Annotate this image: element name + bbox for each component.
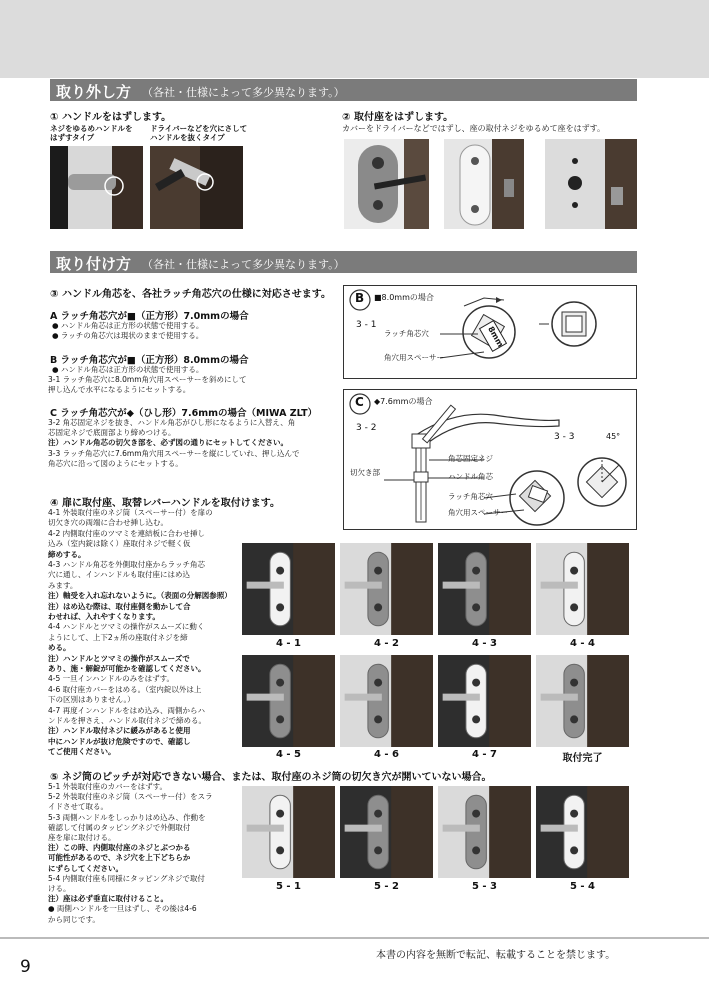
step3-C-title: C ラッチ角芯穴が◆（ひし形）7.6mmの場合（MIWA ZLT）	[50, 408, 318, 419]
diagram-C-letter: C	[355, 395, 364, 409]
step4-row1-caption: 4 - 3	[471, 638, 498, 649]
step4-line: 4-1 外装取付座のネジ筒（スペーサー付）を扉の	[48, 508, 213, 517]
step3-B-line3: 押し込んで水平になるようにセットする。	[48, 385, 191, 394]
step4-row2-photo	[438, 655, 531, 747]
step5-photo	[438, 786, 531, 878]
step4-row1-caption: 4 - 1	[275, 638, 302, 649]
step4-line: わせれば、入れやすくなります。	[48, 612, 160, 621]
removal-step2-desc: カバーをドライバーなどではずし、座の取付ネジをゆるめて座をはずす。	[342, 124, 605, 133]
photo-remove-handle-driver	[150, 146, 243, 229]
diagram-C-label-screw: 角芯固定ネジ	[448, 454, 493, 463]
diagram-B-label-latch: ラッチ角芯穴	[384, 329, 429, 338]
step5-line: 座を扉に取付ける。	[48, 833, 116, 842]
step4-row2-caption: 4 - 7	[471, 749, 498, 760]
diagram-C-title: ◆7.6mmの場合	[374, 397, 433, 406]
step4-line: 中にハンドルが抜け危険ですので、確認し	[48, 736, 191, 746]
diagram-C-label-cutout: 切欠き部	[350, 468, 380, 477]
step4-line: 注）ハンドル取付ネジに緩みがあると使用	[48, 726, 191, 736]
diagram-C-step2: 3 - 2	[356, 423, 377, 433]
step4-line: 注）はめ込む際は、取付座側を動かして合	[48, 601, 191, 611]
photo-remove-plate-screws	[444, 139, 524, 229]
step4-line: 注）ハンドルとツマミの操作がスムーズで	[48, 653, 190, 663]
diagram-B-spacer-text: 8mm	[486, 324, 506, 349]
photo-remove-handle-screw	[50, 146, 143, 229]
step4-line: あり、施・解錠が可能かを確認してください。	[48, 664, 206, 673]
step4-line: める。	[48, 643, 71, 653]
step4-row2-caption: 取付完了	[562, 753, 603, 764]
step5-line: 確認して付属のタッピングネジで外側取付	[48, 822, 191, 832]
removal-typeA-line2: はずすタイプ	[50, 133, 95, 142]
step4-row1-photo	[340, 543, 433, 635]
step5-line: 5-2 外装取付座のネジ筒（スペーサー付）をスラ	[48, 792, 213, 802]
step5-caption: 5 - 3	[471, 881, 498, 892]
step4-row1-photo	[242, 543, 335, 635]
diagram-B-step: 3 - 1	[356, 320, 377, 330]
step4-line: 4-3 ハンドル角芯を外側取付座からラッチ角芯	[48, 560, 205, 569]
install-subtitle: （各社・仕様によって多少異なります。）	[142, 258, 345, 271]
diagram-C	[343, 389, 637, 530]
header-band	[0, 0, 709, 78]
removal-typeB-line1: ドライバーなどを穴にさして	[150, 124, 248, 133]
step5-line: 注）この時、内側取付座のネジとぶつかる	[48, 843, 191, 853]
step3-B-line1: ● ハンドル角芯は正方形の状態で使用する。	[52, 365, 204, 374]
step4-line: 込み（室内錠は除く）座取付ネジで軽く仮	[48, 539, 191, 549]
step4-line: てご使用ください。	[48, 747, 116, 757]
step5-line: 注）座は必ず垂直に取付けること。	[48, 894, 168, 904]
step3-B-title: B ラッチ角芯穴が■（正方形）8.0mmの場合	[50, 355, 249, 366]
diagram-C-angle: 45°	[606, 432, 621, 441]
copyright-notice: 本書の内容を無断で転記、転載することを禁じます。	[376, 950, 616, 961]
step5-line: ける。	[48, 884, 71, 893]
step3-C-line5: 角芯穴に沿って図のようにセットする。	[48, 459, 183, 468]
diagram-B-title: ■8.0mmの場合	[374, 293, 434, 302]
step3-A-line1: ● ハンドル角芯は正方形の状態で使用する。	[52, 321, 204, 330]
step4-row2-caption: 4 - 6	[373, 749, 400, 760]
install-step3-title: ③ ハンドル角芯を、各社ラッチ角芯穴の仕様に対応させます。	[50, 289, 331, 300]
step4-row1-photo	[536, 543, 629, 635]
diagram-C-label-latch: ラッチ角芯穴	[448, 492, 493, 501]
photo-remove-cover	[344, 139, 429, 229]
step4-row1-caption: 4 - 4	[569, 638, 596, 649]
photo-remove-plate-done	[545, 139, 637, 229]
step3-A-title: A ラッチ角芯穴が■（正方形）7.0mmの場合	[50, 311, 249, 322]
step4-row1-caption: 4 - 2	[373, 638, 400, 649]
step4-line: 4-4 ハンドルとツマミの操作がスムーズに動く	[48, 622, 205, 632]
step5-photo	[340, 786, 433, 878]
install-section-bar	[50, 251, 637, 273]
step4-line: ようにして、上下2ヵ所の座取付ネジを締	[48, 632, 188, 642]
step5-line: 可能性があるので、ネジ穴を上下どちらか	[48, 853, 191, 863]
step4-line: 締めする。	[48, 549, 86, 559]
step4-row2-photo	[340, 655, 433, 747]
step4-row2-caption: 4 - 5	[275, 749, 302, 760]
step3-B-line2: 3-1 ラッチ角芯穴に8.0mm角穴用スペーサーを斜めにして	[48, 375, 247, 384]
diagram-C-label-spindle: ハンドル角芯	[448, 472, 493, 481]
step4-line: みます。	[48, 580, 78, 590]
step5-caption: 5 - 2	[373, 881, 400, 892]
step5-photo	[242, 786, 335, 878]
step5-line: から同じです。	[48, 914, 100, 924]
step4-line: 下の区別はありません。）	[48, 695, 135, 705]
install-step4-title: ④ 扉に取付座、取替レバーハンドルを取付けます。	[50, 498, 280, 509]
step4-line: 4-7 再度インハンドルをはめ込み、両側からハ	[48, 705, 206, 715]
install-title: 取り付け方	[56, 255, 132, 273]
step4-line: 4-2 内側取付座のツマミを連結板に合わせ挿し	[48, 528, 205, 538]
step3-C-line4: 3-3 ラッチ角芯穴に7.6mm角穴用スペーサーを縦にしていれ、押し込んで	[48, 449, 300, 458]
step5-line: 5-3 両側ハンドルをしっかりはめ込み、作動を	[48, 812, 206, 822]
step5-line: 5-1 外装取付座のカバーをはずす。	[48, 782, 168, 791]
step3-C-line1: 3-2 角芯固定ネジを抜き、ハンドル角芯がひし形になるように入替え、角	[48, 418, 296, 427]
step3-C-line3: 注）ハンドル角芯の切欠き部を、必ず図の通りにセットしてください。	[48, 438, 288, 447]
step5-caption: 5 - 4	[569, 881, 596, 892]
step4-row1-photo	[438, 543, 531, 635]
step4-line: 4-6 取付座カバーをはめる。（室内錠以外は上	[48, 684, 202, 694]
step3-C-line2: 芯固定ネジで底面部より締めつける。	[48, 428, 176, 437]
diagram-B	[343, 285, 637, 379]
step4-line: 切欠き穴の両端に合わせ挿し込む。	[48, 518, 168, 528]
diagram-B-label-spacer: 角穴用スペーサー	[384, 353, 444, 362]
diagram-B-letter: B	[355, 291, 365, 305]
step4-line: ンドルを押さえ、ハンドル取付ネジで締める。	[48, 716, 206, 725]
step5-line: ● 両側ハンドルを一旦はずし、その後は4-6	[48, 904, 197, 914]
step5-photo	[536, 786, 629, 878]
step4-row2-photo	[242, 655, 335, 747]
step4-row2-photo	[536, 655, 629, 747]
step3-A-line2: ● ラッチの角芯穴は現状のままで使用する。	[52, 331, 204, 340]
step4-line: 穴に通し、インハンドルも取付座にはめ込	[48, 570, 190, 580]
step4-line: 注）軸受を入れ忘れないように。（表面の分解図参照）	[48, 591, 232, 601]
removal-title: 取り外し方	[56, 83, 132, 101]
step4-line: 4-5 一旦インハンドルのみをはずす。	[48, 674, 175, 684]
step5-line: にずらしてください。	[48, 863, 123, 873]
step5-line: イドさせて取る。	[48, 802, 108, 812]
removal-step2-title: ② 取付座をはずします。	[342, 112, 454, 123]
removal-step1-title: ① ハンドルをはずします。	[50, 112, 172, 123]
diagram-C-label-spacer: 角穴用スペーサー	[448, 508, 508, 517]
diagram-C-step3: 3 - 3	[554, 432, 575, 442]
install-step5-title: ⑤ ネジ筒のピッチが対応できない場合、または、取付座のネジ筒の切欠き穴が開いていない場合。	[50, 772, 492, 783]
footer-rule	[0, 937, 709, 939]
removal-typeA-line1: ネジをゆるめハンドルを	[50, 124, 133, 133]
page-number: 9	[20, 957, 31, 977]
step5-caption: 5 - 1	[275, 881, 302, 892]
removal-section-bar	[50, 79, 637, 101]
step5-line: 5-4 内側取付座も同様にタッピングネジで取付	[48, 873, 205, 883]
removal-subtitle: （各社・仕様によって多少異なります。）	[142, 86, 345, 99]
removal-typeB-line2: ハンドルを抜くタイプ	[150, 133, 225, 142]
